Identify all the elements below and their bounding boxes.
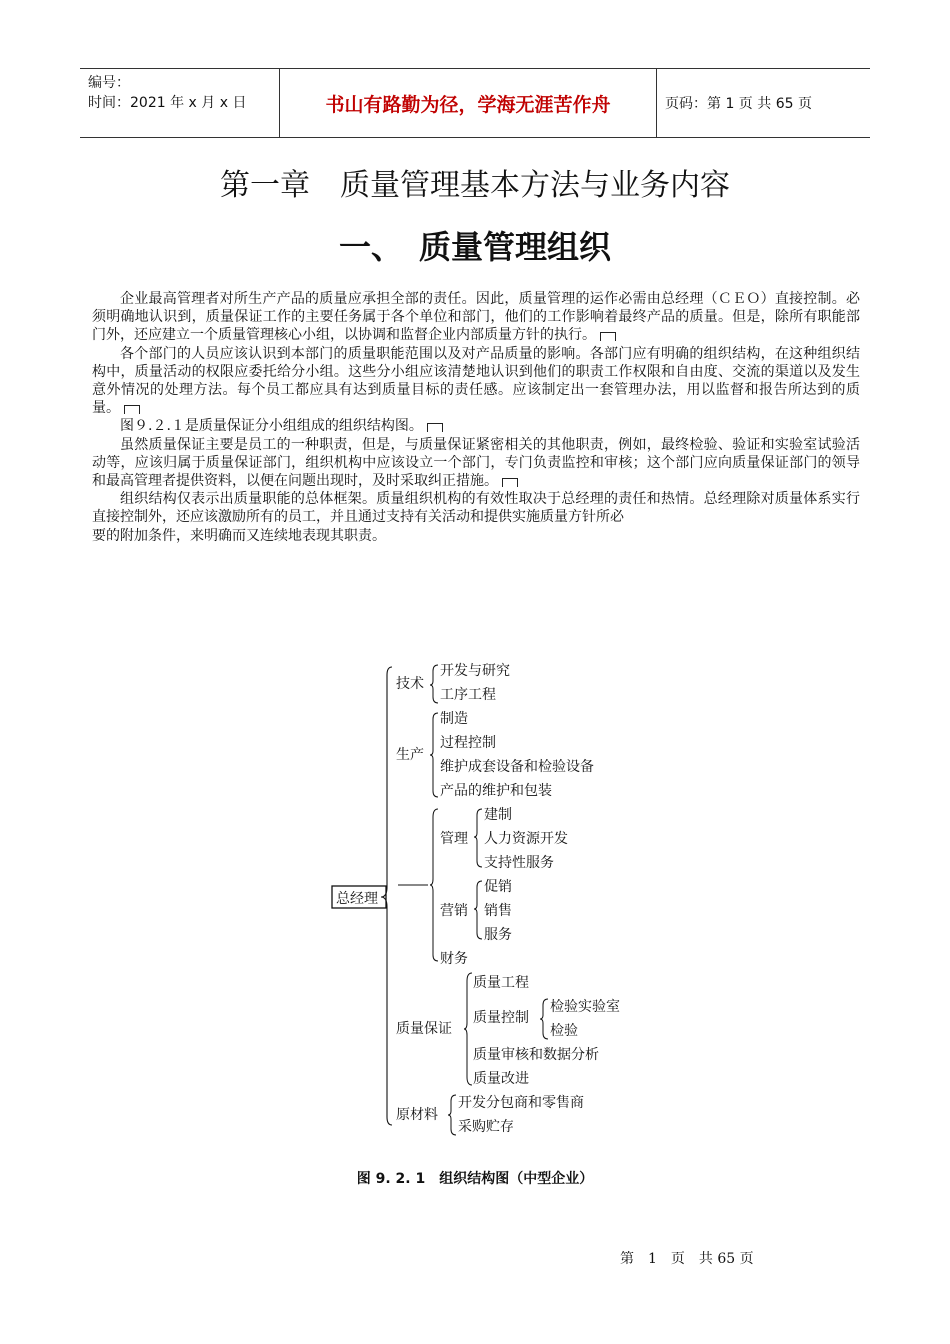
return-mark-icon: [502, 478, 518, 487]
sub-brace: [430, 809, 438, 961]
org-qa-1: 质量工程: [473, 975, 529, 991]
return-mark-icon: [427, 423, 443, 432]
header-meta: [80, 69, 280, 137]
org-qa-2a: 检验实验室: [550, 999, 620, 1015]
page-footer: 第 1 页 共 65 页: [620, 1251, 754, 1267]
number-label: 编号：: [88, 75, 130, 91]
chapter-title: 第一章 质量管理基本方法与业务内容: [220, 168, 730, 203]
org-finance: 财务: [440, 951, 468, 967]
raw-brace: [448, 1095, 456, 1135]
figure-caption: 图 9. 2. 1 组织结构图（中型企业）: [356, 1171, 594, 1187]
org-chart: [320, 655, 660, 1145]
page-header: [80, 68, 870, 138]
header-motto: 书山有路勤为径，学海无涯苦作舟: [280, 69, 657, 137]
body-text: [92, 290, 860, 545]
org-qa-3: 质量审核和数据分析: [473, 1047, 599, 1063]
paragraph: 图９.２.１是质量保证分小组组成的组织结构图。: [92, 417, 860, 435]
header-page-label: 页码：第 1 页 共 65 页: [665, 96, 812, 112]
org-tech: 技术: [396, 676, 424, 692]
section-title: 一、 质量管理组织: [338, 228, 611, 266]
tech-brace: [430, 665, 438, 703]
org-mgmt-1: 建制: [484, 807, 512, 823]
sales-brace: [474, 881, 482, 939]
paragraph: 虽然质量保证主要是员工的一种职责，但是，与质量保证紧密相关的其他职责，例如，最终检验、验证和实验室试验活动等，应该归属于质量保证部门，组织机构中应该设立一个部门，专门负责监控和审核；这个部门应向质量保证部门的领导和最高管理者提供资料，以便在问题出现时，及时采取纠正措施。: [92, 436, 860, 490]
org-mgmt-3: 支持性服务: [484, 855, 554, 871]
org-tech-2: 工序工程: [440, 687, 496, 703]
qa-control-brace: [540, 999, 548, 1039]
org-raw-1: 开发分包商和零售商: [458, 1095, 584, 1111]
org-tech-1: 开发与研究: [440, 663, 510, 679]
return-mark-icon: [600, 332, 616, 341]
org-sales-3: 服务: [484, 927, 512, 943]
org-qa-2b: 检验: [550, 1023, 578, 1039]
qa-brace: [464, 973, 472, 1085]
org-raw: 原材料: [396, 1107, 438, 1123]
org-mgmt-2: 人力资源开发: [484, 831, 568, 847]
org-sales-1: 促销: [484, 879, 512, 895]
paragraph: 要的附加条件，来明确而又连续地表现其职责。: [92, 527, 386, 544]
paragraph: 企业最高管理者对所生产产品的质量应承担全部的责任。因此，质量管理的运作必需由总经理（ＣＥＯ）直接控制。必须明确地认识到，质量保证工作的主要任务属于各个单位和部门，他们的工作影响着最终产品的质量。但是，除所有职能部门外，还应建立一个质量管理核心小组，以协调和监督企业内部质量方针的执行。: [92, 291, 860, 344]
org-root: 总经理: [336, 891, 378, 907]
org-prod-2: 过程控制: [440, 735, 496, 751]
org-sales: 营销: [440, 903, 468, 919]
org-qa-2: 质量控制: [473, 1010, 529, 1026]
org-sales-2: 销售: [484, 903, 512, 919]
prod-brace: [430, 713, 438, 797]
org-qa: 质量保证: [396, 1021, 452, 1037]
return-mark-icon: [124, 405, 140, 414]
org-prod-1: 制造: [440, 711, 468, 727]
mgmt-brace: [474, 809, 482, 867]
org-prod-3: 维护成套设备和检验设备: [440, 759, 594, 775]
org-mgmt: 管理: [440, 831, 468, 847]
paragraph: 组织结构仅表示出质量职能的总体框架。质量组织机构的有效性取决于总经理的责任和热情。总经理除对质量体系实行直接控制外，还应该激励所有的员工，并且通过支持有关活动和提供实施质量方针所必: [92, 491, 860, 526]
org-raw-2: 采购贮存: [458, 1119, 514, 1135]
org-prod: 生产: [396, 747, 424, 763]
org-prod-4: 产品的维护和包装: [440, 783, 552, 799]
org-qa-4: 质量改进: [473, 1071, 529, 1087]
time-label: 时间：2021 年 x 月 x 日: [88, 95, 247, 111]
paragraph: 各个部门的人员应该认识到本部门的质量职能范围以及对产品质量的影响。各部门应有明确的组织结构，在这种组织结构中，质量活动的权限应委托给分小组。这些分小组应该清楚地认识到他们的职责工作权限和自由度、交流的渠道以及发生意外情况的处理方法。每个员工都应具有达到质量目标的责任感。应该制定出一套管理办法，用以监督和报告所达到的质量。: [92, 345, 860, 417]
